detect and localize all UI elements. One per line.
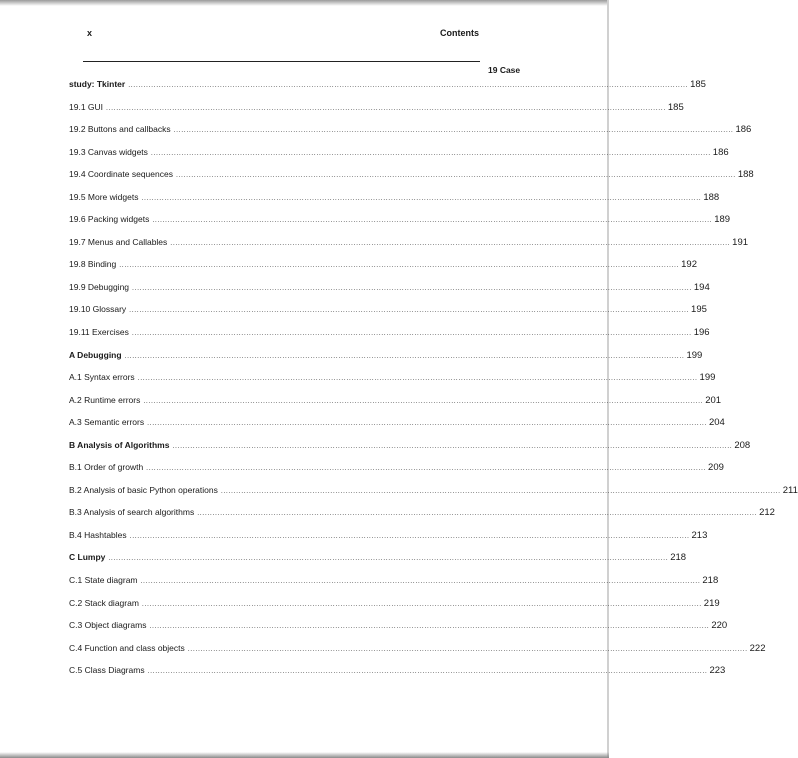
toc-entry[interactable]: [69, 483, 798, 506]
toc-entry-label: 19.7 Menus and Callables: [69, 236, 168, 247]
toc-entry[interactable]: [69, 393, 722, 416]
toc-dot-leader: ............................................................................................................................................................................................................................: [172, 442, 733, 450]
toc-entry[interactable]: [69, 77, 706, 100]
toc-entry-page: 218: [702, 575, 719, 587]
toc-entry[interactable]: [69, 235, 749, 258]
toc-entry-label: 19.1 GUI: [69, 101, 104, 112]
toc-entry-label: 19.6 Packing widgets: [69, 214, 150, 225]
toc-entry-page: 199: [686, 349, 703, 361]
toc-dot-leader: ............................................................................................................................................................................................................................: [175, 172, 736, 180]
toc-entry[interactable]: [69, 167, 754, 190]
toc-dot-leader: ............................................................................................................................................................................................................................: [170, 239, 731, 247]
toc-dot-leader: ............................................................................................................................................................................................................................: [146, 465, 707, 473]
toc-entry-page: 219: [703, 597, 720, 609]
toc-entry-page: 201: [705, 394, 722, 406]
header-left-mark: x: [87, 28, 93, 38]
toc-entry-page: 189: [714, 214, 731, 226]
toc-entry[interactable]: [69, 257, 697, 280]
toc-entry-page: 208: [734, 439, 751, 451]
toc-entry-label: 19.11 Exercises: [69, 327, 129, 338]
toc-entry-page: 185: [667, 101, 684, 113]
toc-entry[interactable]: [69, 280, 710, 303]
toc-entry-label: B Analysis of Algorithms: [69, 439, 170, 450]
header-rule: [83, 61, 480, 62]
toc-entry[interactable]: [69, 438, 751, 461]
toc-dot-leader: ............................................................................................................................................................................................................................: [149, 623, 710, 631]
page-title: Contents: [440, 28, 479, 38]
toc-entry-page: 212: [759, 507, 775, 519]
toc-entry-page: 185: [690, 79, 706, 90]
toc-dot-leader: ............................................................................................................................................................................................................................: [147, 668, 708, 676]
toc-entry[interactable]: [69, 550, 687, 573]
toc-entry-page: 192: [681, 259, 697, 271]
toc-entry-label: 19.4 Coordinate sequences: [69, 169, 173, 180]
toc-dot-leader: ............................................................................................................................................................................................................................: [141, 600, 702, 608]
toc-entry-page: 188: [737, 169, 754, 181]
toc-entry-label: C.3 Object diagrams: [69, 620, 147, 631]
toc-entry-label: C.2 Stack diagram: [69, 597, 139, 608]
toc-entry[interactable]: [69, 528, 708, 551]
toc-entry-page: 188: [703, 191, 720, 203]
toc-entry[interactable]: [69, 505, 775, 528]
toc-entry[interactable]: [69, 370, 716, 393]
table-of-contents: [69, 77, 798, 686]
toc-entry-label: B.2 Analysis of basic Python operations: [69, 484, 218, 495]
toc-dot-leader: ............................................................................................................................................................................................................................: [140, 578, 701, 586]
toc-entry[interactable]: [69, 348, 703, 371]
toc-entry-label: B.3 Analysis of search algorithms: [69, 507, 195, 518]
toc-entry-page: 199: [699, 372, 716, 384]
toc-entry-label: 19.10 Glossary: [69, 304, 127, 315]
toc-entry-page: 218: [670, 552, 687, 564]
toc-dot-leader: ............................................................................................................................................................................................................................: [132, 284, 692, 292]
toc-dot-leader: ............................................................................................................................................................................................................................: [220, 487, 781, 495]
toc-dot-leader: ............................................................................................................................................................................................................................: [147, 420, 707, 428]
toc-entry[interactable]: [69, 460, 724, 483]
toc-dot-leader: ............................................................................................................................................................................................................................: [106, 104, 666, 112]
toc-entry[interactable]: [69, 663, 726, 686]
toc-entry-page: 223: [709, 665, 726, 677]
toc-entry-page: 220: [711, 620, 728, 632]
toc-dot-leader: ............................................................................................................................................................................................................................: [150, 149, 711, 157]
chapter-prefix: 19 Case: [488, 65, 521, 75]
toc-entry-label: 19.9 Debugging: [69, 281, 130, 292]
toc-entry-page: 211: [782, 484, 798, 496]
toc-entry[interactable]: [69, 302, 707, 325]
toc-entry[interactable]: [69, 100, 684, 123]
toc-entry[interactable]: [69, 415, 725, 438]
toc-entry[interactable]: [69, 212, 731, 235]
toc-entry-label: A.2 Runtime errors: [69, 394, 141, 405]
toc-entry[interactable]: [69, 596, 720, 619]
toc-entry-label: 19.2 Buttons and callbacks: [69, 124, 171, 135]
toc-entry-label: A Debugging: [69, 349, 122, 360]
toc-entry[interactable]: [69, 122, 752, 145]
page-top-shadow: [0, 0, 609, 6]
toc-dot-leader: ............................................................................................................................................................................................................................: [119, 262, 680, 270]
toc-entry-page: 204: [708, 417, 725, 429]
toc-dot-leader: ............................................................................................................................................................................................................................: [124, 352, 685, 360]
toc-entry-label: C Lumpy: [69, 552, 106, 563]
toc-entry[interactable]: [69, 573, 719, 596]
toc-dot-leader: ............................................................................................................................................................................................................................: [131, 330, 692, 338]
page-bottom-shadow: [0, 752, 609, 758]
toc-entry-label: study: Tkinter: [69, 79, 126, 89]
toc-dot-leader: ............................................................................................................................................................................................................................: [129, 532, 690, 540]
toc-entry-page: 222: [749, 642, 766, 654]
toc-dot-leader: ............................................................................................................................................................................................................................: [108, 555, 669, 563]
toc-entry-label: C.1 State diagram: [69, 575, 138, 586]
toc-entry[interactable]: [69, 145, 729, 168]
toc-dot-leader: ............................................................................................................................................................................................................................: [152, 217, 713, 225]
toc-dot-leader: ............................................................................................................................................................................................................................: [129, 307, 690, 315]
toc-entry-page: 209: [708, 462, 724, 474]
toc-entry-label: A.1 Syntax errors: [69, 372, 135, 383]
toc-entry-label: A.3 Semantic errors: [69, 417, 145, 428]
toc-entry-label: 19.8 Binding: [69, 259, 117, 270]
toc-entry[interactable]: [69, 325, 710, 348]
toc-entry-page: 191: [732, 236, 749, 248]
toc-entry-page: 186: [735, 124, 752, 136]
toc-entry-label: C.4 Function and class objects: [69, 642, 185, 653]
toc-dot-leader: ............................................................................................................................................................................................................................: [197, 510, 758, 518]
toc-entry-label: B.1 Order of growth: [69, 462, 144, 473]
toc-entry-page: 213: [691, 529, 708, 541]
toc-entry-page: 194: [693, 281, 710, 293]
toc-entry-page: 196: [693, 327, 710, 339]
toc-dot-leader: ............................................................................................................................................................................................................................: [173, 127, 734, 135]
toc-dot-leader: ............................................................................................................................................................................................................................: [143, 397, 704, 405]
toc-entry[interactable]: [69, 641, 766, 664]
toc-dot-leader: ............................................................................................................................................................................................................................: [141, 194, 702, 202]
toc-entry[interactable]: [69, 618, 728, 641]
toc-dot-leader: ............................................................................................................................................................................................................................: [187, 645, 748, 653]
toc-entry-page: 186: [712, 146, 729, 158]
toc-entry[interactable]: [69, 190, 720, 213]
toc-dot-leader: ............................................................................................................................................................................................................................: [128, 82, 689, 89]
toc-entry-label: 19.5 More widgets: [69, 191, 139, 202]
toc-entry-page: 195: [691, 304, 707, 316]
toc-entry-label: C.5 Class Diagrams: [69, 665, 145, 676]
toc-entry-label: B.4 Hashtables: [69, 529, 127, 540]
toc-entry-label: 19.3 Canvas widgets: [69, 146, 148, 157]
toc-dot-leader: ............................................................................................................................................................................................................................: [137, 375, 698, 383]
